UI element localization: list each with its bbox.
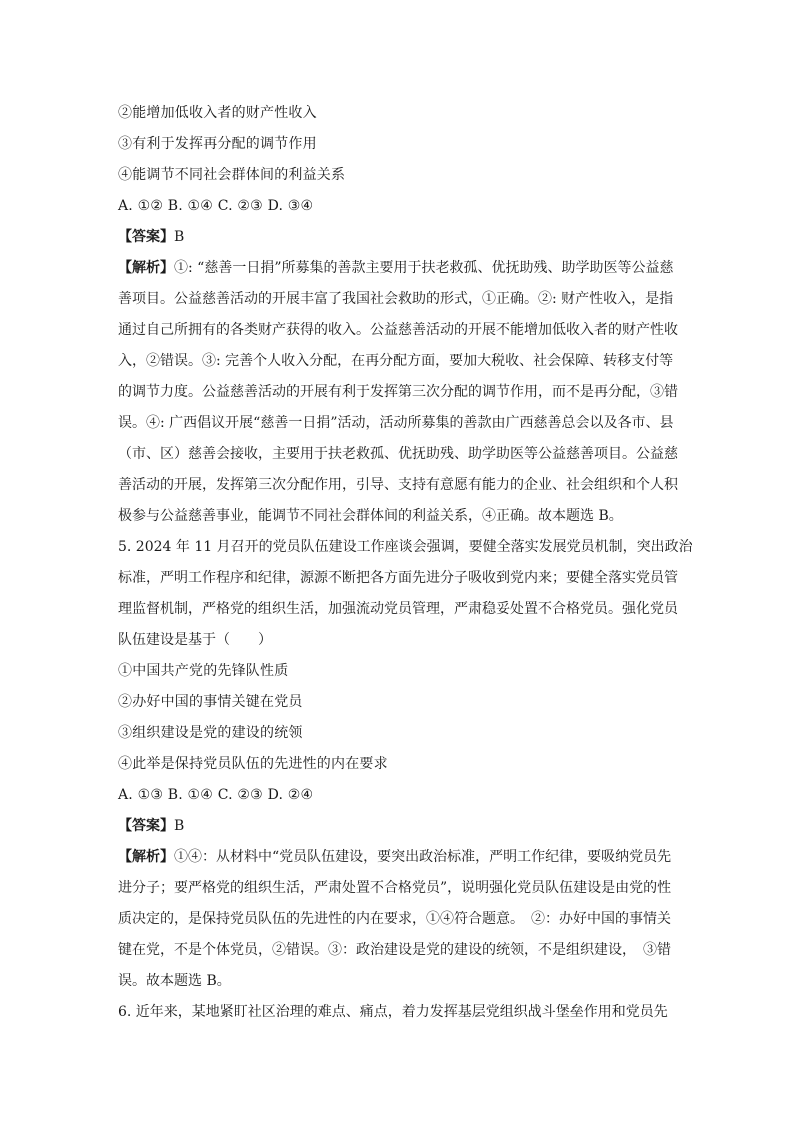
q5-answer-tag: 【答案】: [118, 818, 174, 834]
q5-analysis-line: 【解析】①④：从材料中“党员队伍建设，要突出政治标准，严明工作纪律，要吸纳党员先: [118, 849, 672, 865]
q5-analysis: [118, 842, 682, 997]
q4-analysis-line: 误。④: 广西倡议开展“慈善一日捐”活动，活动所募集的善款由广西慈善总会以及各市、县: [118, 415, 674, 431]
q5-option-2: ②办好中国的事情关键在党员: [118, 694, 303, 710]
q4-options: [118, 98, 682, 191]
q5-option-4: ④此举是保持党员队伍的先进性的内在要求: [118, 756, 388, 772]
q4-analysis-line: 善活动的开展，发挥第三次分配作用，引导、支持有意愿有能力的企业、社会组织和个人积: [118, 477, 678, 493]
q4-analysis-tag: 【解析】: [118, 260, 174, 276]
q5-option-3: ③组织建设是党的建设的统领: [118, 725, 303, 741]
q4-option-3: ③有利于发挥再分配的调节作用: [118, 136, 317, 152]
q4-analysis: [118, 253, 682, 532]
q5-analysis-line: 质决定的，是保持党员队伍的先进性的内在要求，①④符合题意。 ②：办好中国的事情关: [118, 911, 671, 927]
q5-stem-line: 队伍建设是基于（ ）: [118, 632, 272, 648]
q6-stem-line: 6. 近年来，某地紧盯社区治理的难点、痛点，着力发挥基层党组织战斗堡垒作用和党员先: [118, 1004, 668, 1020]
q5-analysis-line: 进分子；要严格党的组织生活，严肃处置不合格党员”，说明强化党员队伍建设是由党的性: [118, 880, 672, 896]
q6-stem: [118, 997, 682, 1028]
q4-option-4: ④能调节不同社会群体间的利益关系: [118, 167, 346, 183]
q4-analysis-line: 【解析】①: “慈善一日捐”所募集的善款主要用于扶老救孤、优抚助残、助学助医等公益慈: [118, 260, 674, 276]
q4-answer: [118, 222, 682, 253]
q5-option-1: ①中国共产党的先锋队性质: [118, 663, 289, 679]
q5-analysis-tag: 【解析】: [118, 849, 174, 865]
q5-stem-line: 理监督机制，严格党的组织生活，加强流动党员管理，严肃稳妥处置不合格党员。强化党员: [118, 601, 678, 617]
q4-analysis-line: 入，②错误。③: 完善个人收入分配，在再分配方面，要加大税收、社会保障、转移支付等: [118, 353, 674, 369]
q5-stem: [118, 532, 693, 656]
q4-analysis-line: （市、区）慈善会接收，主要用于扶老救孤、优抚助残、助学助医等公益慈善项目。公益慈: [118, 446, 678, 462]
q5-choices: A. ①③ B. ①④ C. ②③ D. ②④: [118, 787, 314, 803]
q5-options: [118, 656, 682, 780]
q4-answer-tag: 【答案】: [118, 229, 174, 245]
q4-option-2: ②能增加低收入者的财产性收入: [118, 105, 317, 121]
q4-analysis-line: 极参与公益慈善事业，能调节不同社会群体间的利益关系，④正确。故本题选 B。: [118, 508, 623, 524]
q5-analysis-line: 误。故本题选 B。: [118, 973, 231, 989]
q5-answer-value: B: [174, 818, 185, 834]
q5-answer: [118, 811, 682, 842]
q4-choices: A. ①② B. ①④ C. ②③ D. ③④: [118, 198, 314, 214]
q4-answer-value: B: [174, 229, 185, 245]
q5-stem-line: 5. 2024 年 11 月召开的党员队伍建设工作座谈会强调，要健全落实发展党员机制，突出政治: [118, 539, 693, 555]
q4-analysis-line: 善项目。公益慈善活动的开展丰富了我国社会救助的形式，①正确。②: 财产性收入，是指: [118, 291, 674, 307]
q4-analysis-line: 通过自己所拥有的各类财产获得的收入。公益慈善活动的开展不能增加低收入者的财产性收: [118, 322, 678, 338]
q4-analysis-line: 的调节力度。公益慈善活动的开展有利于发挥第三次分配的调节作用，而不是再分配，③错: [118, 384, 678, 400]
q5-stem-line: 标准，严明工作程序和纪律，源源不断把各方面先进分子吸收到党内来；要健全落实党员管: [118, 570, 678, 586]
q5-analysis-line: 键在党，不是个体党员，②错误。③：政治建设是党的建设的统领，不是组织建设， ③错: [118, 942, 671, 958]
